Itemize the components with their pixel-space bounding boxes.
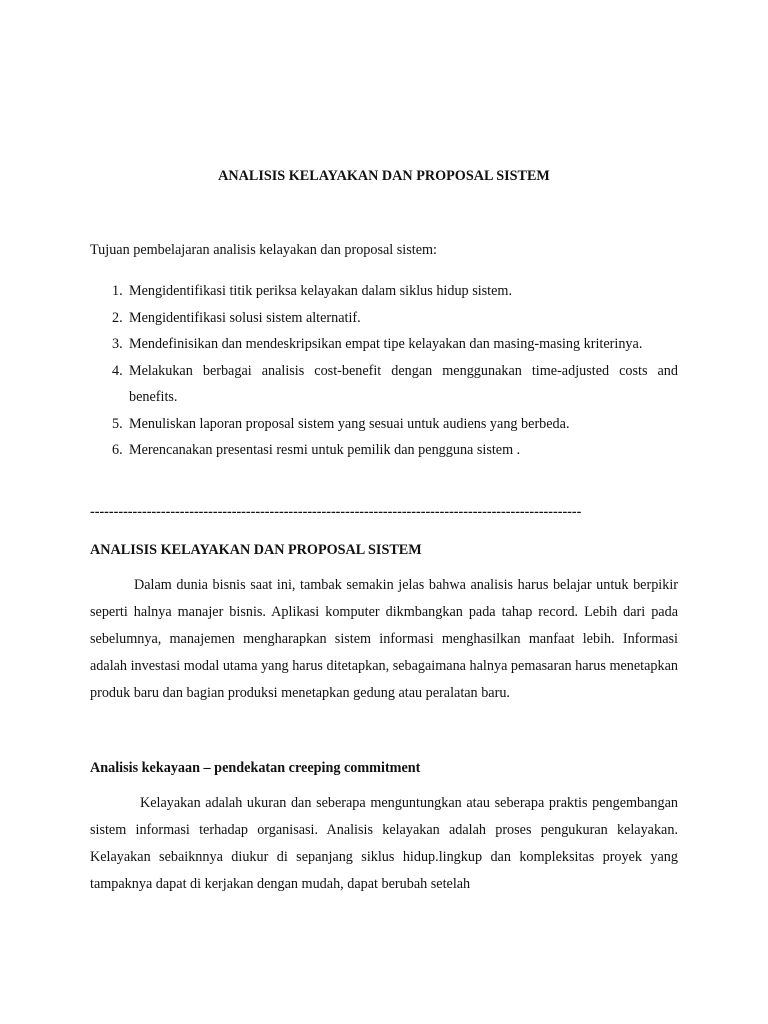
list-text: Mengidentifikasi solusi sistem alternatif. [129,309,361,326]
list-number: 2. [112,309,123,326]
subsection-title: Analisis kekayaan – pendekatan creeping commitment [90,760,421,776]
list-item [90,358,678,411]
objectives-list [90,278,678,464]
list-number: 5. [112,415,123,432]
list-number: 6. [112,442,123,458]
list-number: 1. [112,283,123,299]
list-item [90,331,678,358]
list-number: 3. [112,336,123,352]
intro-text: Tujuan pembelajaran analisis kelayakan dan proposal sistem: [90,242,437,258]
list-text: Mendefinisikan dan mendeskripsikan empat tipe kelayakan dan masing-masing kriterinya. [129,336,643,352]
list-text: Melakukan berbagai analisis cost-benefit dengan menggunakan time-adjusted costs and benefits. [129,362,678,405]
separator-line: -------------------------------------------------------------------------------------------------------- [90,504,582,520]
paragraph-1 [90,572,678,707]
list-text: Menuliskan laporan proposal sistem yang sesuai untuk audiens yang berbeda. [129,415,570,432]
list-number: 4. [112,362,123,379]
list-item [90,437,678,464]
list-text: Mengidentifikasi titik periksa kelayakan dalam siklus hidup sistem. [129,283,512,299]
list-text: Merencanakan presentasi resmi untuk pemilik dan pengguna sistem . [129,442,521,458]
paragraph-2-text: Kelayakan adalah ukuran dan seberapa menguntungkan atau seberapa praktis pengembangan sistem informasi terhadap organisasi. Analisis kelayakan adalah proses pengukuran kelayakan. Kelayakan sebaiknnya diukur di sepanjang siklus hidup.lingkup dan kompleksitas proyek yang tampaknya dapat di kerjakan dengan mudah, dapat berubah setelah [90,795,678,892]
paragraph-1-text: Dalam dunia bisnis saat ini, tambak semakin jelas bahwa analisis harus belajar untuk berpikir seperti halnya manajer bisnis. Aplikasi komputer dikmbangkan pada tahap record. Lebih dari pada sebelumnya, manajemen mengharapkan sistem informasi menghasilkan manfaat lebih. Informasi adalah investasi modal utama yang harus ditetapkan, sebagaimana halnya pemasaran harus menetapkan produk baru dan bagian produksi menetapkan gedung atau peralatan baru. [90,577,678,701]
list-item [90,411,678,438]
paragraph-2 [90,790,678,898]
list-item [90,305,678,332]
list-item [90,278,678,305]
document-title: ANALISIS KELAYAKAN DAN PROPOSAL SISTEM [218,168,550,184]
section-title: ANALISIS KELAYAKAN DAN PROPOSAL SISTEM [90,542,422,558]
